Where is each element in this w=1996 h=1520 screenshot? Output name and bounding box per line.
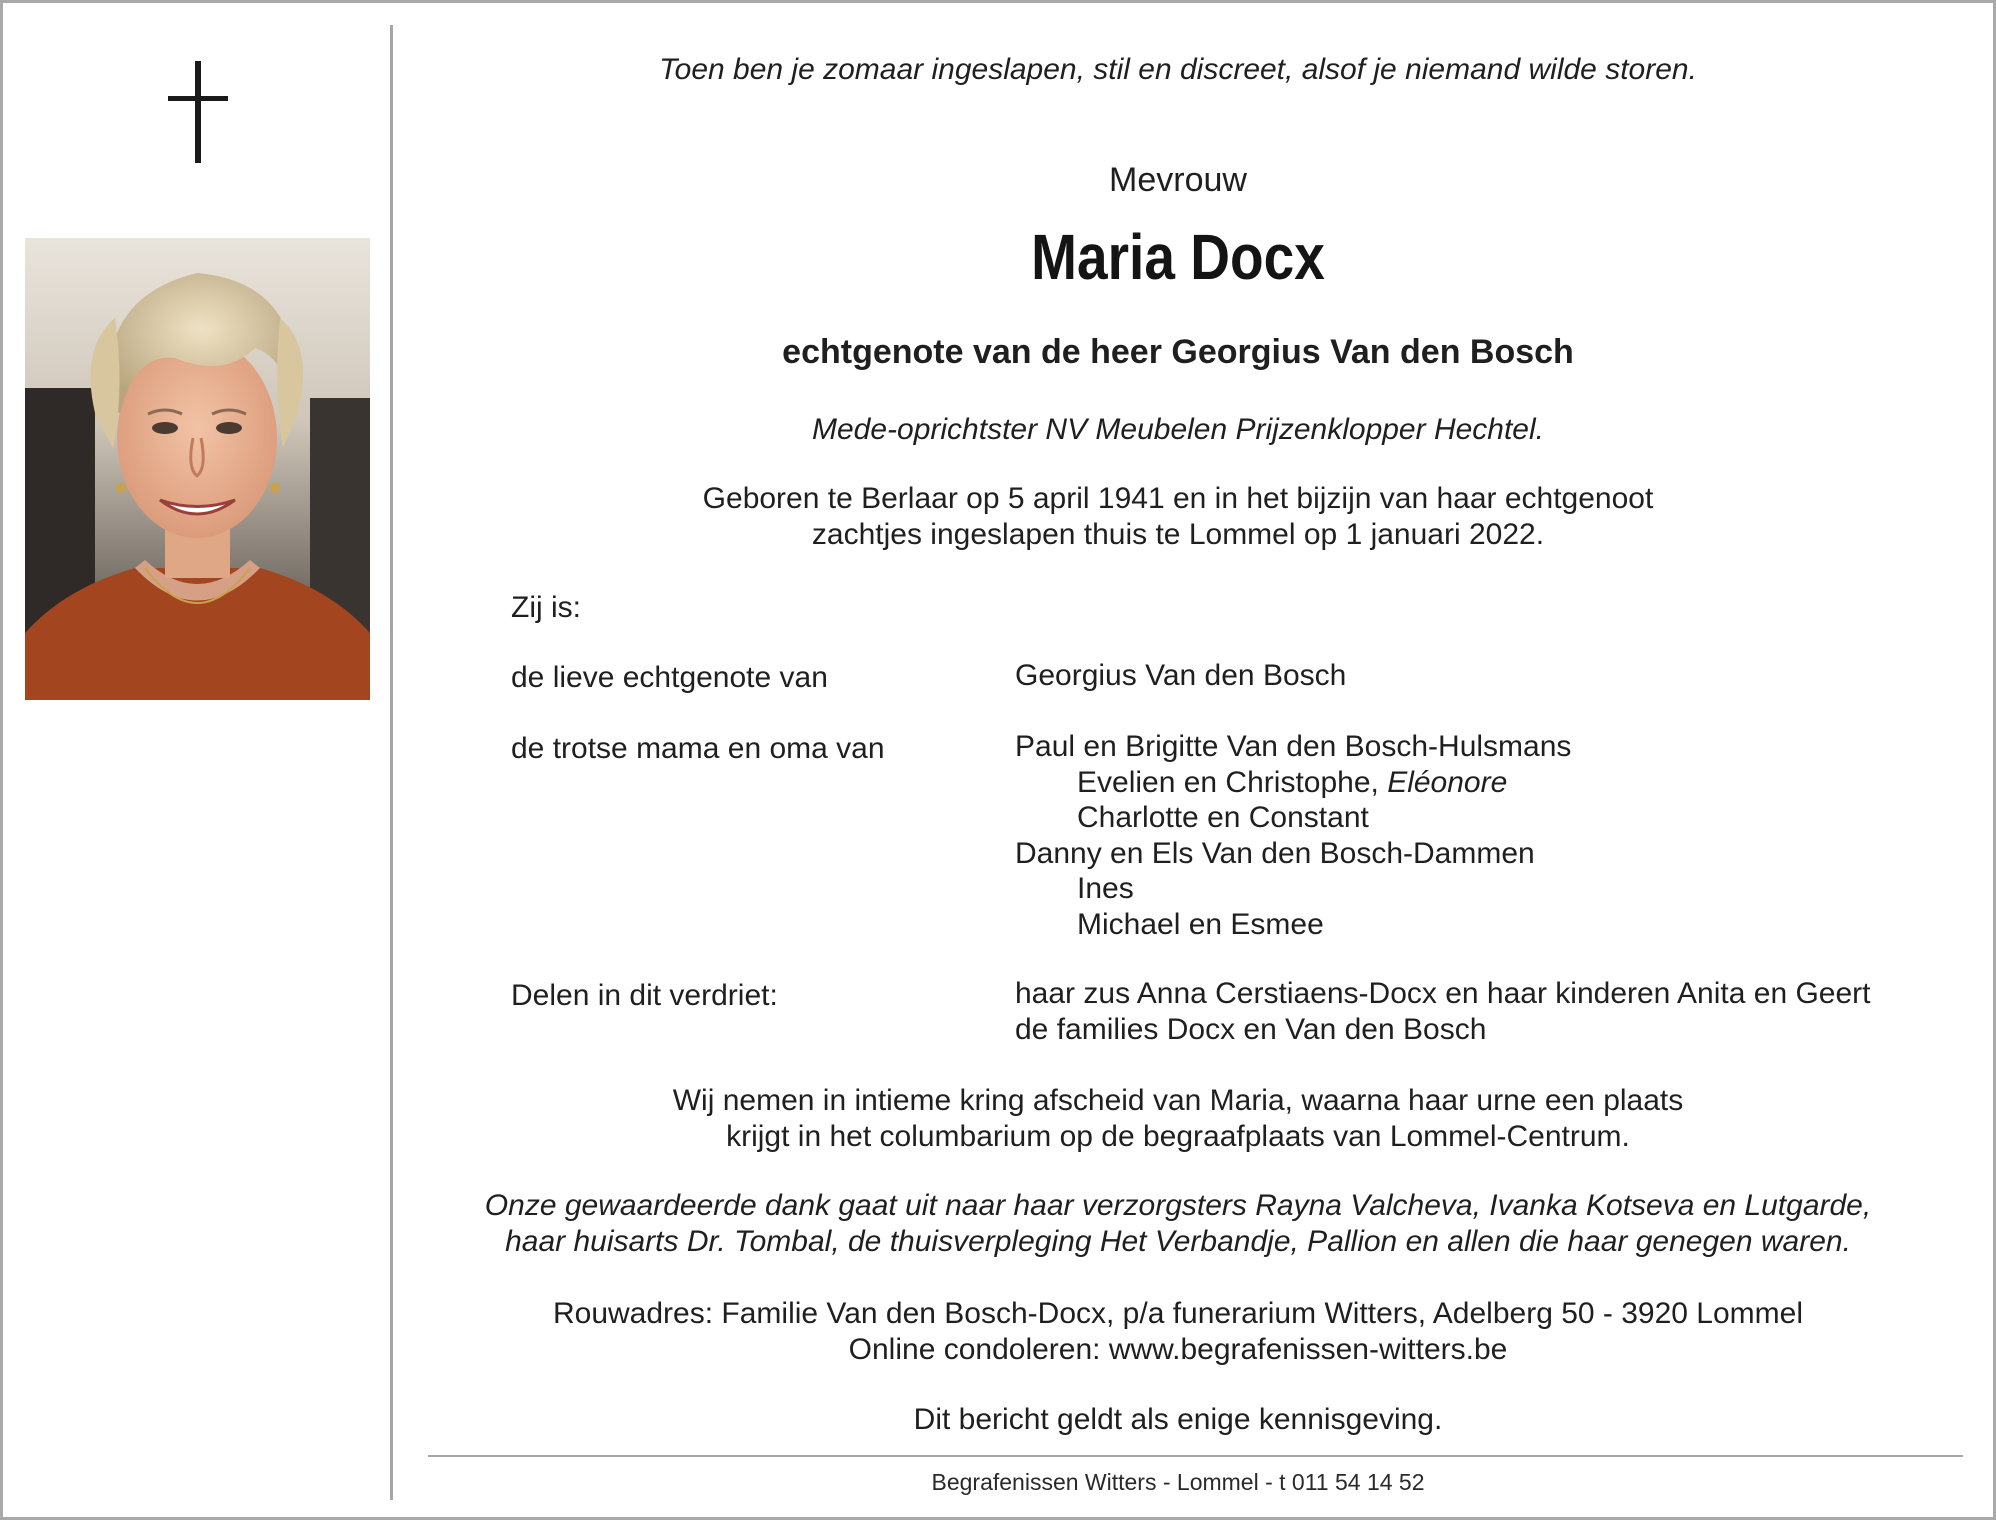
thanks-text	[393, 1188, 1963, 1260]
portrait-photo	[25, 238, 370, 700]
birth-line-2: zachtjes ingeslapen thuis te Lommel op 1 januari 2022.	[811, 518, 1545, 551]
intro-label: Zij is:	[511, 591, 581, 624]
notice-line: Dit bericht geldt als enige kennisgeving.	[913, 1403, 1443, 1436]
spouse-value: Georgius Van den Bosch	[1015, 659, 1347, 692]
address-line-1: Rouwadres: Familie Van den Bosch-Docx, p/a funerarium Witters, Adelberg 50 - 3920 Lommel	[552, 1297, 1804, 1330]
occupation-line: Mede-oprichtster NV Meubelen Prijzenklopper Hechtel.	[811, 413, 1544, 446]
honorific-title: Mevrouw	[1109, 161, 1247, 199]
birth-details	[393, 481, 1963, 553]
list-item: Danny en Els Van den Bosch-Dammen	[1015, 836, 1535, 870]
farewell-text	[393, 1083, 1963, 1155]
spouse-line: echtgenote van de heer Georgius Van den Bosch	[782, 333, 1574, 371]
birth-line-1: Geboren te Berlaar op 5 april 1941 en in het bijzijn van haar echtgenoot	[702, 482, 1654, 515]
list-item-text: Evelien en Christophe,	[1077, 765, 1388, 799]
thanks-line-2: haar huisarts Dr. Tombal, de thuisverpleging Het Verbandje, Pallion en allen die haar genegen waren.	[505, 1225, 1851, 1258]
footer-text: Begrafenissen Witters - Lommel - t 011 54 14 52	[931, 1469, 1425, 1495]
grief-label: Delen in dit verdriet:	[511, 979, 778, 1012]
list-item: Michael en Esmee	[1077, 907, 1324, 941]
address-text	[393, 1296, 1963, 1368]
list-item: Paul en Brigitte Van den Bosch-Hulsmans	[1015, 730, 1572, 763]
cross-icon	[168, 61, 228, 163]
list-item: Charlotte en Constant	[1077, 801, 1369, 834]
list-item-italic: Eléonore	[1387, 765, 1508, 799]
deceased-name: Maria Docx	[1031, 221, 1325, 293]
farewell-line-2: krijgt in het columbarium op de begraafplaats van Lommel-Centrum.	[726, 1120, 1630, 1153]
quote: Toen ben je zomaar ingeslapen, stil en discreet, alsof je niemand wilde storen.	[659, 53, 1697, 86]
address-line-2: Online condoleren: www.begrafenissen-witters.be	[848, 1333, 1508, 1366]
notice-content	[393, 3, 1996, 1520]
list-item: de families Docx en Van den Bosch	[1015, 1012, 1487, 1046]
list-item: Ines	[1077, 872, 1134, 905]
list-item	[1015, 765, 1571, 801]
list-item: haar zus Anna Cerstiaens-Docx en haar kinderen Anita en Geert	[1015, 977, 1871, 1010]
children-list	[1015, 729, 1571, 942]
spouse-label: de lieve echtgenote van	[511, 661, 828, 694]
children-label: de trotse mama en oma van	[511, 732, 885, 765]
grief-list	[1015, 976, 1871, 1047]
thanks-line-1: Onze gewaardeerde dank gaat uit naar haar verzorgsters Rayna Valcheva, Ivanka Kotseva en Lutgarde,	[484, 1189, 1872, 1222]
farewell-line-1: Wij nemen in intieme kring afscheid van Maria, waarna haar urne een plaats	[672, 1084, 1684, 1117]
footer-divider	[428, 1455, 1963, 1457]
